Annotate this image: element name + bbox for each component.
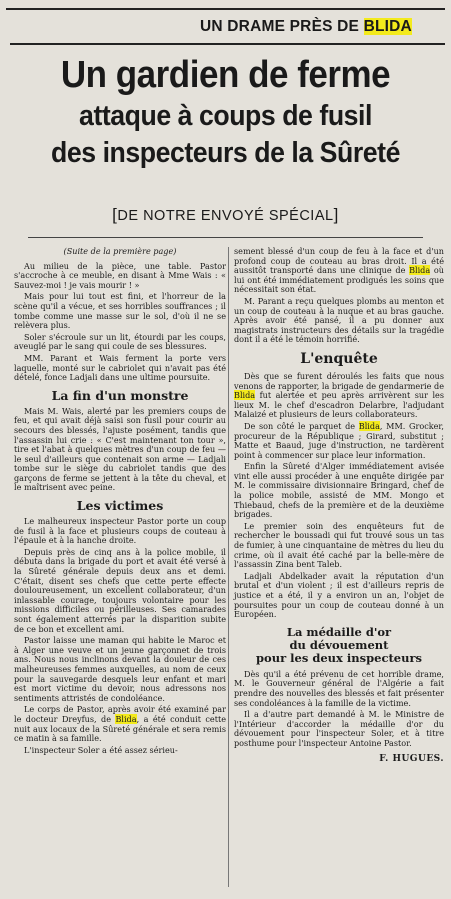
paragraph: Au milieu de la pièce, une table. Pastor s'accroche à ce meuble, en disant à Mme Wais : « Sauvez-moi ! je vais mourir ! » — [14, 260, 226, 290]
subhead-medaille: La médaille d'or du dévouement pour les deux inspecteurs — [256, 624, 422, 665]
paragraph: sement blessé d'un coup de feu à la face et d'un profond coup de couteau au bras droit. Il a été aussitôt transporté dans une clinique de Blida où lui ont été immédiatement prodigués les soins que nécessitait son état. — [234, 246, 444, 295]
top-rule — [6, 8, 445, 10]
column-divider — [228, 247, 229, 887]
place-highlight: Blida — [234, 390, 256, 401]
kicker-place: BLIDA — [363, 18, 412, 35]
paragraph: Pastor laisse une maman qui habite le Maroc et à Alger une veuve et un jeune garçonnet de trois ans. Nous nous inclinons devant la douleur de ces malheureuses femmes auxquelles, au nom de ceux pour la sauvegarde desquels leur enfant et mari est mort victime du devoir, nous adressons nos sentiments attristés de condoléance. — [14, 635, 226, 703]
kicker-text: UN DRAME PRÈS DE — [200, 18, 364, 35]
paragraph: Mais pour lui tout est fini, et l'horreur de la scène qu'il a vécue, et ses horribles souffrances ; il tombe comme une masse sur le sol, d'où il ne se relèvera plus. — [14, 291, 226, 331]
paragraph: Depuis près de cinq ans à la police mobile, il débuta dans la brigade du port et avait été versé à la Sûreté générale depuis deux ans et demi. C'était, disent ses chefs que cette perte effecte douloureusement, un excellent collaborateur, d'un inlassable courage, toujours volontaire pour les missions difficiles ou périlleuses. Ses camarades sont également atterrés par la disparition subite de ce bon et excellent ami. — [14, 546, 226, 634]
header-rule — [10, 43, 445, 45]
paragraph: Enfin la Sûreté d'Alger immédiatement avisée vint elle aussi procéder à une enquête dirigée par M. le commissaire divisionnaire Bringard, chef de la police mobile, assisté de MM. Mongo et Thiebaud, chefs de la première et de la deuxième brigades. — [234, 461, 444, 520]
headline-line-1: Un gardien de ferme — [60, 54, 391, 96]
place-highlight: Blida — [115, 713, 137, 724]
paragraph: Il a d'autre part demandé à M. le Ministre de l'Intérieur d'accorder la médaille d'or du dévouement pour l'inspecteur Soler, et à titre posthume pour l'inspecteur Antoine Pastor. — [234, 709, 444, 748]
paragraph: Dès qu'il a été prévenu de cet horrible drame, M. le Gouverneur général de l'Algérie a fait prendre des nouvelles des blessés et fait présenter ses condoléances à la famille de la victime. — [234, 668, 444, 708]
byline: [DE NOTRE ENVOYÉ SPÉCIAL] — [112, 205, 339, 224]
right-column — [234, 247, 444, 764]
continuation-note: (Suite de la première page) — [63, 246, 177, 256]
place-highlight: Blida — [409, 265, 431, 276]
paragraph: L'inspecteur Soler a été assez sérieu- — [24, 744, 178, 755]
paragraph: Soler s'écroule sur un lit, étourdi par les coups, aveuglé par le sang qui coule de ses blessures. — [14, 331, 226, 352]
byline-rule — [28, 237, 423, 238]
kicker — [200, 18, 443, 36]
paragraph: Le premier soin des enquêteurs fut de rechercher le boussadi qui fut trouvé sous un tas de fumier, à une cinquantaine de mètres du lieu du crime, où il avait été caché par la belle-mère de l'assassin Zina bent Taleb. — [234, 520, 444, 570]
byline-text: DE NOTRE ENVOYÉ SPÉCIAL — [117, 208, 334, 224]
subhead-fin-monstre: La fin d'un monstre — [51, 387, 189, 403]
subhead-victimes: Les victimes — [76, 498, 164, 514]
paragraph: MM. Parant et Wais ferment la porte vers laquelle, monté sur le cabriolet qui n'avait pas été dételé, fonce Ladjali dans une ultime poursuite. — [14, 352, 226, 383]
paragraph: Le malheureux inspecteur Pastor porte un coup de fusil à la face et plusieurs coups de couteau à l'épaule et à la hanche droite. — [14, 516, 226, 546]
headline-line-3: des inspecteurs de la Sûreté — [51, 137, 400, 169]
paragraph: De son côté le parquet de Blida, MM. Grocker, procureur de la République ; Girard, substitut ; Matte et Baaud, juge d'instruction, ne tardèrent point à commencer sur place leur information. — [234, 420, 444, 460]
place-highlight: Blida — [358, 420, 380, 431]
paragraph: Le corps de Pastor, après avoir été examiné par le docteur Dreyfus, de Blida, a été conduit cette nuit aux locaux de la Sûreté générale et sera remis ce matin à sa famille. — [14, 704, 226, 744]
paragraph: Mais M. Wais, alerté par les premiers coups de feu, et qui avait déjà saisi son fusil pour courir au secours des blessés, l'ajuste posément, tandis que l'assassin lui crie : « C'est maintenant ton tour », tire et l'abat à quelques mètres d'un coup de feu — le seul d'ailleurs que contenait son arme — Ladjali tombe sur le siège du cabriolet tandis que des garçons de ferme se jettent à la tête du cheval, et le maîtrisent avec peine. — [14, 405, 226, 493]
signature: F. HUGUES. — [379, 753, 444, 764]
subhead-enquete: L'enquête — [300, 350, 378, 367]
paragraph: Ladjali Abdelkader avait la réputation d'un brutal et d'un violent ; il est d'ailleurs repris de justice et a été, il y a environ un an, l'objet de poursuites pour un coup de couteau donné à un Européen. — [234, 570, 444, 620]
left-column — [14, 247, 226, 757]
paragraph: Dès que se furent déroulés les faits que nous venons de rapporter, la brigade de gendarmerie de Blida fut alertée et peu après arrivèrent sur les lieux M. le chef d'escadron Delarbre, l'adjudant Malaizé et plusieurs de leurs collaborateurs. — [234, 370, 444, 420]
headline — [6, 50, 445, 168]
paragraph: M. Parant a reçu quelques plombs au menton et un coup de couteau à la nuque et au bras gauche. Après avoir été pansé, il a pu donner aux magistrats instructeurs des détails sur la tragédie dont il a été le témoin horrifié. — [234, 295, 444, 345]
headline-line-2: attaque à coups de fusil — [79, 100, 372, 132]
